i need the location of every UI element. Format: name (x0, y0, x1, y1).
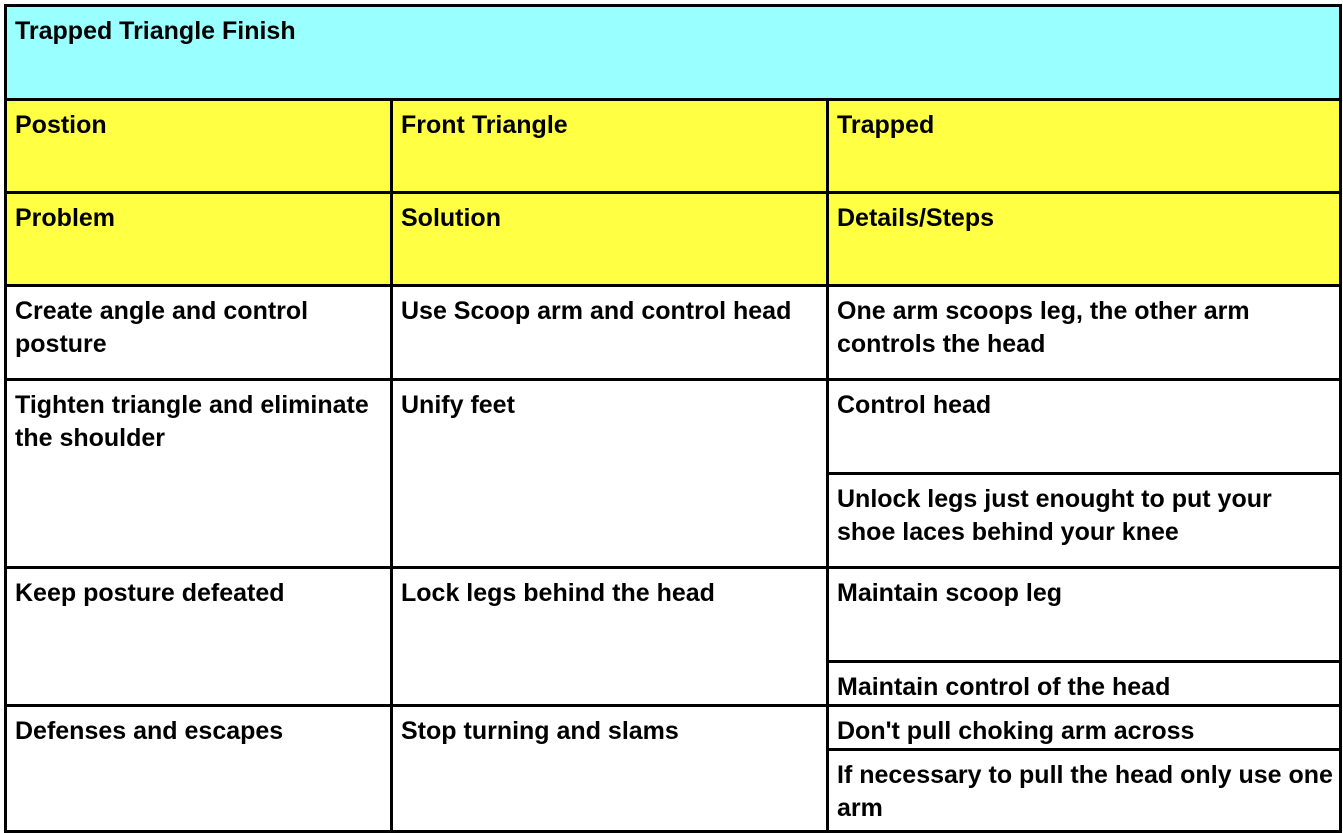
problem-cell: Defenses and escapes (6, 706, 392, 832)
problem-cell: Tighten triangle and eliminate the shoulder (6, 380, 392, 568)
header-details: Details/Steps (828, 193, 1341, 286)
table-row (6, 568, 1341, 662)
table-row (6, 286, 1341, 380)
problem-cell: Create angle and control posture (6, 286, 392, 380)
problem-cell: Keep posture defeated (6, 568, 392, 706)
details-cell: Unlock legs just enought to put your shoe laces behind your knee (828, 474, 1341, 568)
table-row (6, 380, 1341, 474)
solution-cell: Stop turning and slams (392, 706, 828, 832)
header-problem: Problem (6, 193, 392, 286)
header-solution: Solution (392, 193, 828, 286)
details-cell: One arm scoops leg, the other arm controls the head (828, 286, 1341, 380)
details-cell: Maintain control of the head (828, 662, 1341, 706)
table-row (6, 706, 1341, 750)
solution-cell: Use Scoop arm and control head (392, 286, 828, 380)
details-cell: If necessary to pull the head only use one arm (828, 750, 1341, 832)
solution-cell: Lock legs behind the head (392, 568, 828, 706)
position-label-cell: Postion (6, 100, 392, 193)
details-cell: Maintain scoop leg (828, 568, 1341, 662)
position-value-cell: Front Triangle (392, 100, 828, 193)
triangle-finish-table (4, 4, 1342, 833)
solution-cell: Unify feet (392, 380, 828, 568)
table-title: Trapped Triangle Finish (6, 6, 1341, 100)
position-variant-cell: Trapped (828, 100, 1341, 193)
details-cell: Don't pull choking arm across (828, 706, 1341, 750)
details-cell: Control head (828, 380, 1341, 474)
